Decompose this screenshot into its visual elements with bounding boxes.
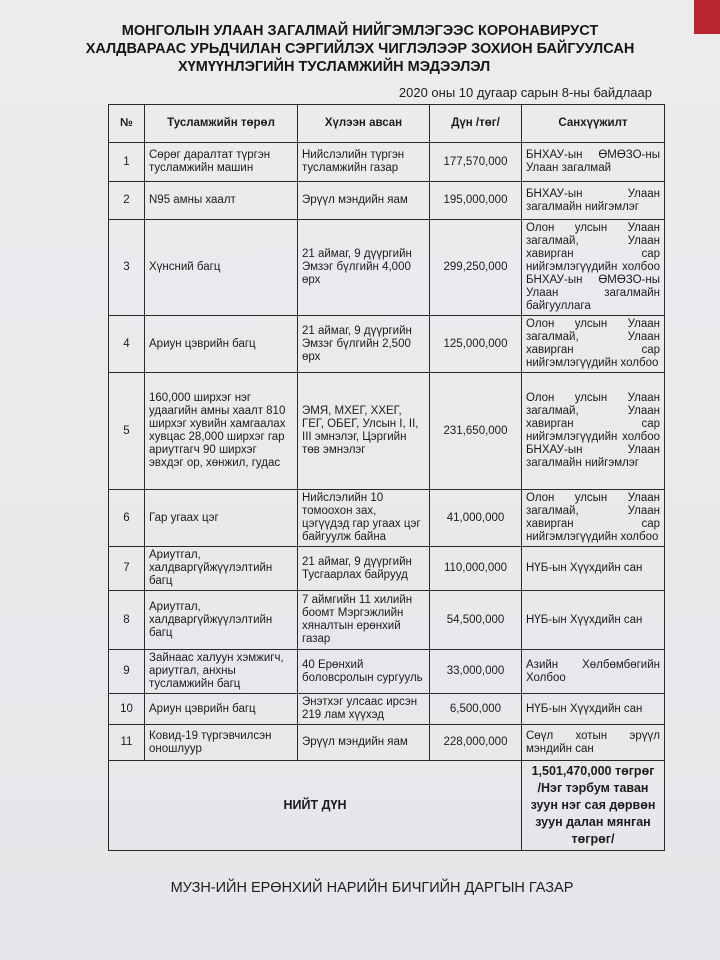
row-amount: 33,000,000 [430, 650, 522, 694]
header-aid-type: Тусламжийн төрөл [145, 105, 298, 143]
row-aid-type: N95 амны хаалт [145, 182, 298, 220]
row-recipient: Эрүүл мэндийн яам [298, 182, 430, 220]
row-recipient: 21 аймаг, 9 дүүргийн Тусгаарлах байрууд [298, 547, 430, 591]
table-row [109, 490, 665, 547]
total-amount: 1,501,470,000 төгрөг [531, 764, 655, 778]
row-recipient: 21 аймаг, 9 дүүргийн Эмзэг бүлгийн 4,000 өрх [298, 220, 430, 316]
row-recipient: Эрүүл мэндийн яам [298, 725, 430, 761]
row-no: 6 [109, 490, 145, 547]
header-recipient: Хүлээн авсан [298, 105, 430, 143]
row-funding: Азийн Хөлбөмбөгийн Холбоо [522, 650, 665, 694]
total-row [109, 761, 665, 851]
title-line-2: ХАЛДВАРААС УРЬДЧИЛАН СЭРГИЙЛЭХ ЧИГЛЭЛЭЭР ЗОХИОН БАЙГУУЛСАН [85, 41, 635, 57]
row-recipient: Нийслэлийн түргэн тусламжийн газар [298, 143, 430, 182]
row-no: 9 [109, 650, 145, 694]
row-no: 8 [109, 591, 145, 650]
row-no: 10 [109, 694, 145, 725]
document-title [60, 22, 660, 76]
row-aid-type: Сөрөг даралтат түргэн тусламжийн машин [145, 143, 298, 182]
row-funding: НҮБ-ын Хүүхдийн сан [522, 591, 665, 650]
table-row [109, 182, 665, 220]
row-aid-type: Ковид-19 түргэвчилсэн оношлуур [145, 725, 298, 761]
header-funding: Санхүүжилт [522, 105, 665, 143]
table-row [109, 591, 665, 650]
row-recipient: 40 Ерөнхий боловсролын сургууль [298, 650, 430, 694]
row-no: 5 [109, 373, 145, 490]
row-no: 1 [109, 143, 145, 182]
row-no: 3 [109, 220, 145, 316]
title-line-1: МОНГОЛЫН УЛААН ЗАГАЛМАЙ НИЙГЭМЛЭГЭЭС КОРОНАВИРУСТ [121, 23, 599, 39]
total-amount-cell [522, 761, 665, 851]
table-row [109, 725, 665, 761]
row-aid-type: Ариун цэврийн багц [145, 316, 298, 373]
row-aid-type: Хүнсний багц [145, 220, 298, 316]
row-funding: НҮБ-ын Хүүхдийн сан [522, 547, 665, 591]
row-amount: 125,000,000 [430, 316, 522, 373]
row-amount: 299,250,000 [430, 220, 522, 316]
header-no: № [109, 105, 145, 143]
row-no: 4 [109, 316, 145, 373]
row-no: 7 [109, 547, 145, 591]
row-amount: 41,000,000 [430, 490, 522, 547]
footer-department: МУЗН-ИЙН ЕРӨНХИЙ НАРИЙН БИЧГИЙН ДАРГЫН ГАЗАР [170, 880, 574, 896]
row-funding: Олон улсын Улаан загалмай, Улаан хавирган сар нийгэмлэгүүдийн холбоо БНХАУ-ын Улаан загалмайн нийгэмлэг [522, 373, 665, 490]
row-amount: 54,500,000 [430, 591, 522, 650]
table-row [109, 694, 665, 725]
row-aid-type: 160,000 ширхэг нэг удаагийн амны хаалт 810 ширхэг хувийн хамгаалах хувцас 28,000 ширхэг гар ариутгагч 90 ширхэг эвхдэг ор, хөнжил, гудас [145, 373, 298, 490]
report-date: 2020 оны 10 дугаар сарын 8-ны байдлаар [398, 85, 652, 100]
row-amount: 177,570,000 [430, 143, 522, 182]
table-row [109, 547, 665, 591]
row-funding: Олон улсын Улаан загалмай, Улаан хавирган сар нийгэмлэгүүдийн холбоо [522, 490, 665, 547]
table-row [109, 143, 665, 182]
row-no: 2 [109, 182, 145, 220]
row-aid-type: Ариутгал, халдваргүйжүүлэлтийн багц [145, 547, 298, 591]
header-amount: Дүн /төг/ [430, 105, 522, 143]
row-aid-type: Зайнаас халуун хэмжигч, ариутгал, анхны тусламжийн багц [145, 650, 298, 694]
table-header-row [109, 105, 665, 143]
table-row [109, 220, 665, 316]
row-funding: БНХАУ-ын Улаан загалмайн нийгэмлэг [522, 182, 665, 220]
row-aid-type: Ариун цэврийн багц [145, 694, 298, 725]
row-amount: 228,000,000 [430, 725, 522, 761]
row-amount: 195,000,000 [430, 182, 522, 220]
row-amount: 231,650,000 [430, 373, 522, 490]
row-funding: БНХАУ-ын ӨМӨЗО-ны Улаан загалмай [522, 143, 665, 182]
row-aid-type: Ариутгал, халдваргүйжүүлэлтийн багц [145, 591, 298, 650]
row-recipient: 21 аймаг, 9 дүүргийн Эмзэг бүлгийн 2,500 өрх [298, 316, 430, 373]
row-recipient: 7 аймгийн 11 хилийн боомт Мэргэжлийн хяналтын ерөнхий газар [298, 591, 430, 650]
row-funding: Сөүл хотын эрүүл мэндийн сан [522, 725, 665, 761]
row-funding: Олон улсын Улаан загалмай, Улаан хавирган сар нийгэмлэгүүдийн холбоо [522, 316, 665, 373]
row-recipient: Энэтхэг улсаас ирсэн 219 лам хүүхэд [298, 694, 430, 725]
table-row [109, 316, 665, 373]
row-funding: Олон улсын Улаан загалмай, Улаан хавирган сар нийгэмлэгүүдийн холбоо БНХАУ-ын ӨМӨЗО-ны Улаан загалмайн байгууллага [522, 220, 665, 316]
row-recipient: Нийслэлийн 10 томоохон зах, цэгүүдэд гар угаах цэг байгуулж байна [298, 490, 430, 547]
row-aid-type: Гар угаах цэг [145, 490, 298, 547]
red-background-corner [694, 0, 720, 34]
row-recipient: ЭМЯ, МХЕГ, ХХЕГ, ГЕГ, ОБЕГ, Улсын I, II, III эмнэлэг, Цэргийн төв эмнэлэг [298, 373, 430, 490]
total-label: НИЙТ ДҮН [109, 761, 522, 851]
row-amount: 110,000,000 [430, 547, 522, 591]
row-amount: 6,500,000 [430, 694, 522, 725]
row-no: 11 [109, 725, 145, 761]
aid-table [108, 104, 665, 851]
title-line-3: ХҮМҮҮНЛЭГИЙН ТУСЛАМЖИЙН МЭДЭЭЛЭЛ [178, 59, 491, 75]
total-amount-words: /Нэг тэрбум таван зуун нэг сая дөрвөн зуун далан мянган төгрөг/ [530, 781, 656, 846]
row-funding: НҮБ-ын Хүүхдийн сан [522, 694, 665, 725]
table-row [109, 373, 665, 490]
table-row [109, 650, 665, 694]
